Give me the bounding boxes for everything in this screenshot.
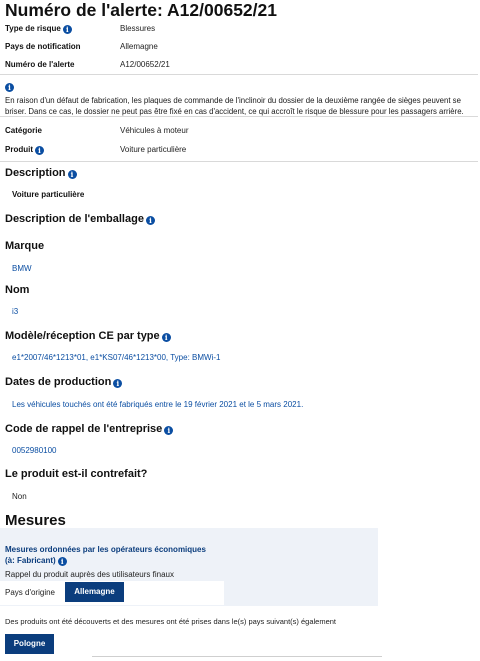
production-dates-value: Les véhicules touchés ont été fabriqués entre le 19 février 2021 et le 5 mars 2021. (12, 400, 304, 409)
product-value: Voiture particulière (120, 145, 187, 154)
notifying-country-value: Allemagne (120, 42, 158, 51)
divider (0, 74, 478, 75)
info-icon[interactable]: i (113, 379, 122, 388)
production-dates-heading: Dates de production i (5, 376, 122, 388)
info-icon[interactable]: i (58, 557, 67, 566)
alert-description (5, 76, 475, 117)
origin-country-button[interactable]: Allemagne (65, 582, 124, 602)
divider (92, 656, 382, 657)
alert-text: En raison d'un défaut de fabrication, les plaques de commande de l'inclinoir du dossier de la deuxième rangée de sièges peuvent se briser. Dans ce cas, le dossier ne peut pas être fixé en cas d'accident, ce qui accroît le risque de blessure pour les passagers arrière. (5, 96, 464, 116)
measures-subtitle: Mesures ordonnées par les opérateurs économiques (à: Fabricant) i (5, 545, 206, 566)
country-button-poland[interactable]: Pologne (5, 634, 54, 654)
category-value: Véhicules à moteur (120, 126, 189, 135)
recall-code-value: 0052980100 (12, 446, 57, 455)
risk-type-value: Blessures (120, 24, 156, 33)
other-countries-notice: Des produits ont été découverts et des mesures ont été prises dans le(s) pays suivant(s) également (5, 617, 336, 626)
risk-type-label: Type de risque i (5, 24, 72, 34)
info-icon[interactable]: i (146, 216, 155, 225)
divider (0, 161, 478, 162)
info-icon: i (5, 83, 14, 92)
packaging-heading: Description de l'emballage i (5, 213, 155, 225)
info-icon[interactable]: i (162, 333, 171, 342)
model-value: e1*2007/46*1213*01, e1*KS07/46*1213*00, Type: BMWi-1 (12, 353, 221, 362)
brand-value: BMW (12, 264, 32, 273)
description-value: Voiture particulière (12, 190, 85, 199)
divider (0, 116, 478, 117)
counterfeit-value: Non (12, 492, 27, 501)
alert-number-value: A12/00652/21 (120, 60, 170, 69)
page-title: Numéro de l'alerte: A12/00652/21 (5, 0, 277, 20)
counterfeit-heading: Le produit est-il contrefait? (5, 468, 148, 480)
info-icon[interactable]: i (68, 170, 77, 179)
info-icon[interactable]: i (164, 426, 173, 435)
notifying-country-label: Pays de notification (5, 42, 81, 51)
info-icon[interactable]: i (63, 25, 72, 34)
measures-title: Mesures (5, 512, 66, 529)
name-heading: Nom (5, 284, 30, 296)
recall-code-heading: Code de rappel de l'entreprise i (5, 423, 173, 435)
model-heading: Modèle/réception CE par type i (5, 330, 171, 342)
category-label: Catégorie (5, 126, 42, 135)
brand-heading: Marque (5, 240, 45, 252)
recall-measure-text: Rappel du produit auprès des utilisateurs finaux (5, 570, 174, 579)
name-value: i3 (12, 307, 19, 316)
alert-number-label: Numéro de l'alerte (5, 60, 75, 69)
origin-country-label: Pays d'origine (5, 588, 55, 597)
info-icon[interactable]: i (35, 146, 44, 155)
description-heading: Description i (5, 167, 77, 179)
product-label: Produit i (5, 145, 44, 155)
